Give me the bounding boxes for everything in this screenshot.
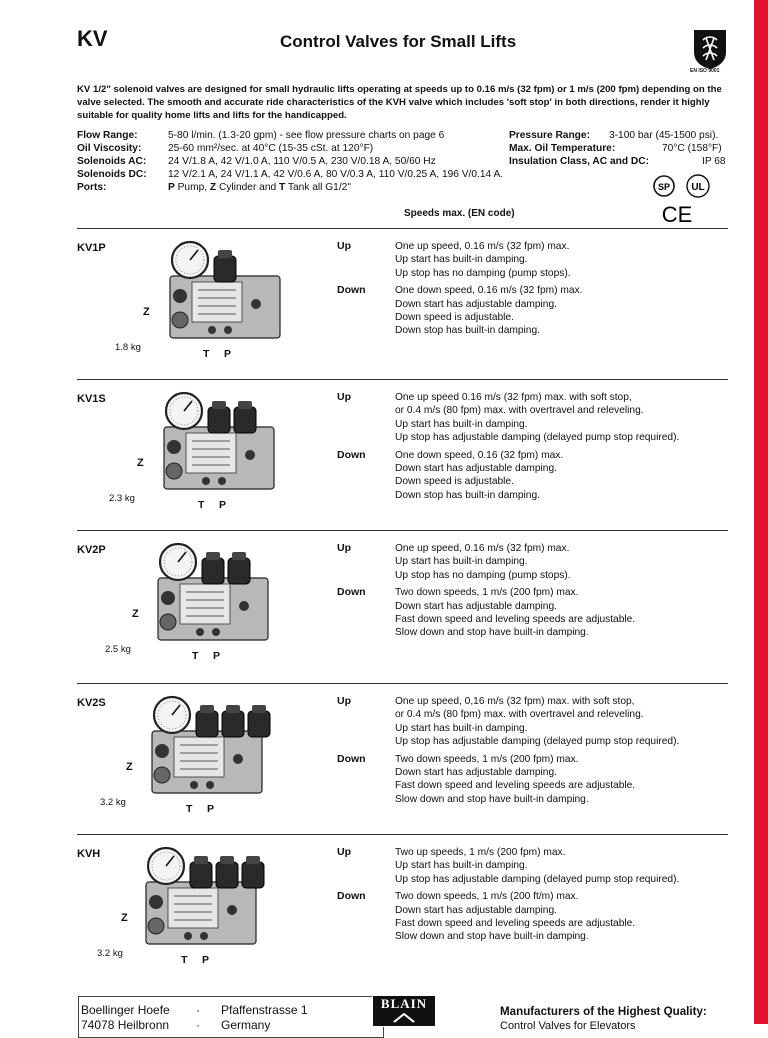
port-t-label: T	[198, 499, 205, 511]
up-line: One up speed, 0,16 m/s (32 fpm) max. with soft stop,	[395, 696, 635, 707]
down-line: One down speed, 0.16 (32 fpm) max.	[395, 449, 564, 461]
weight-label: 3.2 kg	[100, 797, 126, 808]
down-line: Two down speeds, 1 m/s (200 fpm) max.	[395, 753, 579, 765]
section-divider	[77, 683, 728, 684]
up-line: Up start has built-in damping.	[395, 556, 528, 568]
up-line: or 0.4 m/s (80 fpm) max. with overtravel and releveling.	[395, 405, 644, 417]
ce-mark-text: CE	[661, 202, 693, 224]
section-divider	[77, 379, 728, 380]
down-label: Down	[337, 586, 366, 599]
up-line: or 0.4 m/s (80 fpm) max. with overtravel and releveling.	[395, 709, 644, 721]
down-line: One down speed, 0.16 m/s (32 fpm) max.	[395, 285, 583, 297]
spec-temp-label: Max. Oil Temperature:	[509, 143, 616, 154]
down-line: Down start has adjustable damping.	[395, 298, 557, 310]
intro-paragraph: KV 1/2" solenoid valves are designed for small hydraulic lifts operating at speeds up to 0.16 m/s (32 fpm) or 1 m/s (200 fpm) depending on the valve selected. The smooth and accurate ride characteristics of the KVH valve which includes 'soft stop' in both directions, render it highly suitable for quality home lifts and lifts for the handicapped.	[77, 84, 722, 121]
weight-label: 1.8 kg	[115, 342, 141, 353]
footer-dot-2: ·	[196, 1018, 200, 1032]
down-line: Down start has adjustable damping.	[395, 904, 557, 916]
spec-temp-value: 70°C (158°F)	[662, 143, 722, 154]
page-title: Control Valves for Small Lifts	[280, 32, 517, 51]
section-divider	[77, 530, 728, 531]
valve-photo-kvh	[128, 844, 278, 964]
port-t-label: T	[192, 650, 199, 662]
footer-subline: Control Valves for Elevators	[500, 1020, 636, 1032]
down-line: Down start has adjustable damping.	[395, 463, 557, 474]
port-t: T	[279, 182, 286, 193]
up-line: Two up speeds, 1 m/s (200 fpm) max.	[395, 847, 566, 858]
port-t-label: T	[186, 803, 193, 815]
down-line: Slow down and stop have built-in damping.	[395, 793, 589, 805]
down-label: Down	[337, 752, 366, 765]
port-t-label: T	[203, 348, 210, 360]
down-line: Down speed is adjustable.	[395, 312, 514, 323]
ul-mark-text: UL	[691, 182, 705, 193]
model-name: KV2P	[77, 544, 106, 556]
up-line: Up stop has adjustable damping (delayed pump stop required).	[395, 432, 680, 444]
spec-ports-label: Ports:	[77, 182, 107, 193]
spec-insulation-value: IP 68	[702, 156, 726, 167]
port-z-label: Z	[143, 306, 150, 318]
up-line: Up start has built-in damping.	[395, 418, 528, 430]
port-p-label: P	[213, 650, 221, 662]
port-z-label: Z	[137, 457, 144, 469]
speeds-header: Speeds max. (EN code)	[404, 208, 515, 219]
up-label: Up	[337, 240, 351, 252]
up-label: Up	[337, 391, 351, 403]
up-line: One up speed, 0.16 m/s (32 fpm) max.	[395, 543, 570, 554]
up-line: Up start has built-in damping.	[395, 722, 528, 734]
blain-logo-text: BLAIN	[380, 996, 428, 1011]
valve-photo-kv2s	[134, 693, 284, 813]
down-line: Slow down and stop have built-in damping.	[395, 931, 589, 943]
weight-label: 2.5 kg	[105, 644, 131, 655]
footer-dot: ·	[196, 1003, 200, 1017]
port-p-label: P	[219, 499, 227, 511]
spec-pressure-label: Pressure Range:	[509, 130, 590, 141]
port-z-label: Z	[126, 761, 133, 773]
model-name: KVH	[77, 848, 101, 860]
up-line: Up stop has no damping (pump stops).	[395, 267, 571, 279]
port-z: Z	[209, 182, 217, 193]
up-line: Up stop has adjustable damping (delayed pump stop required).	[395, 736, 680, 748]
spec-ports-value: P Pump, Z Cylinder and T Tank all G1/2"	[168, 182, 351, 193]
port-p-label: P	[202, 954, 210, 966]
up-line: One up speed, 0.16 m/s (32 fpm) max.	[395, 241, 570, 252]
model-name: KV2S	[77, 697, 106, 709]
up-line: Up stop has no damping (pump stops).	[395, 569, 571, 581]
spec-solenoids-dc-value: 12 V/2.1 A, 24 V/1.1 A, 42 V/0.6 A, 80 V/0.3 A, 110 V/0.25 A, 196 V/0.14 A.	[168, 169, 504, 180]
up-line: Up start has built-in damping.	[395, 254, 528, 266]
spec-solenoids-ac-label: Solenoids AC:	[77, 156, 147, 167]
model-name: KV1S	[77, 393, 106, 405]
port-z-label: Z	[132, 608, 139, 620]
down-line: Fast down speed and leveling speeds are adjustable.	[395, 780, 636, 792]
port-z-label: Z	[121, 912, 128, 924]
up-label: Up	[337, 542, 351, 554]
down-line: Slow down and stop have built-in damping.	[395, 627, 589, 639]
down-label: Down	[337, 448, 366, 461]
weight-label: 3.2 kg	[97, 948, 123, 959]
footer-tagline: Manufacturers of the Highest Quality:	[500, 1005, 707, 1018]
footer-country: Germany	[221, 1018, 271, 1032]
certification-marks	[652, 174, 716, 224]
spec-insulation-label: Insulation Class, AC and DC:	[509, 156, 649, 167]
footer-street: Pfaffenstrasse 1	[221, 1003, 308, 1017]
spec-flow-value: 5-80 l/min. (1.3-20 gpm) - see flow pressure charts on page 6	[168, 130, 445, 141]
valve-photo-kv1p	[152, 238, 302, 358]
port-p-label: P	[224, 348, 232, 360]
spec-viscosity-value: 25-60 mm²/sec. at 40°C (15-35 cSt. at 120°F)	[168, 143, 374, 154]
model-name: KV1P	[77, 242, 106, 254]
spec-flow-row	[77, 130, 138, 142]
port-t-label: T	[181, 954, 188, 966]
down-line: Two down speeds, 1 m/s (200 ft/m) max.	[395, 891, 579, 903]
iso-caption: EN ISO 9001	[690, 68, 720, 74]
section-divider	[77, 228, 728, 229]
down-label: Down	[337, 284, 366, 297]
down-label: Down	[337, 890, 366, 903]
down-line: Fast down speed and leveling speeds are adjustable.	[395, 614, 636, 625]
spec-solenoids-ac-value: 24 V/1.8 A, 42 V/1.0 A, 110 V/0.5 A, 230 V/0.18 A, 50/60 Hz	[168, 156, 436, 167]
footer-address-box	[78, 996, 384, 1038]
spec-viscosity-label: Oil Viscosity:	[77, 143, 142, 154]
valve-photo-kv2p	[140, 540, 290, 660]
down-line: Down start has adjustable damping.	[395, 767, 557, 778]
footer-city: 74078 Heilbronn	[81, 1018, 170, 1032]
down-line: Fast down speed and leveling speeds are adjustable.	[395, 918, 636, 929]
product-code: KV	[77, 26, 108, 51]
port-p-label: P	[207, 803, 215, 815]
section-divider	[77, 834, 728, 835]
spec-flow-label: Flow Range:	[77, 130, 138, 141]
up-label: Up	[337, 695, 351, 707]
valve-photo-kv1s	[146, 389, 296, 509]
down-line: Down stop has built-in damping.	[395, 489, 540, 501]
blain-logo-mark-icon	[392, 1012, 416, 1024]
company-shield-logo	[692, 28, 728, 70]
port-p: P	[168, 182, 175, 193]
red-edge-bar	[754, 0, 768, 1024]
down-line: Two down speeds, 1 m/s (200 fpm) max.	[395, 587, 579, 599]
spec-pressure-value: 3-100 bar (45-1500 psi).	[609, 130, 719, 141]
down-line: Down start has adjustable damping.	[395, 600, 557, 612]
down-line: Down stop has built-in damping.	[395, 325, 540, 337]
csa-mark-text: SP	[657, 182, 671, 192]
blain-logo	[372, 995, 436, 1027]
up-line: One up speed 0.16 m/s (32 fpm) max. with soft stop,	[395, 392, 632, 403]
up-line: Up start has built-in damping.	[395, 860, 528, 872]
down-line: Down speed is adjustable.	[395, 476, 514, 488]
up-label: Up	[337, 846, 351, 858]
weight-label: 2.3 kg	[109, 493, 135, 504]
up-line: Up stop has adjustable damping (delayed pump stop required).	[395, 873, 680, 885]
spec-solenoids-dc-label: Solenoids DC:	[77, 169, 147, 180]
footer-company: Boellinger Hoefe	[81, 1003, 170, 1017]
